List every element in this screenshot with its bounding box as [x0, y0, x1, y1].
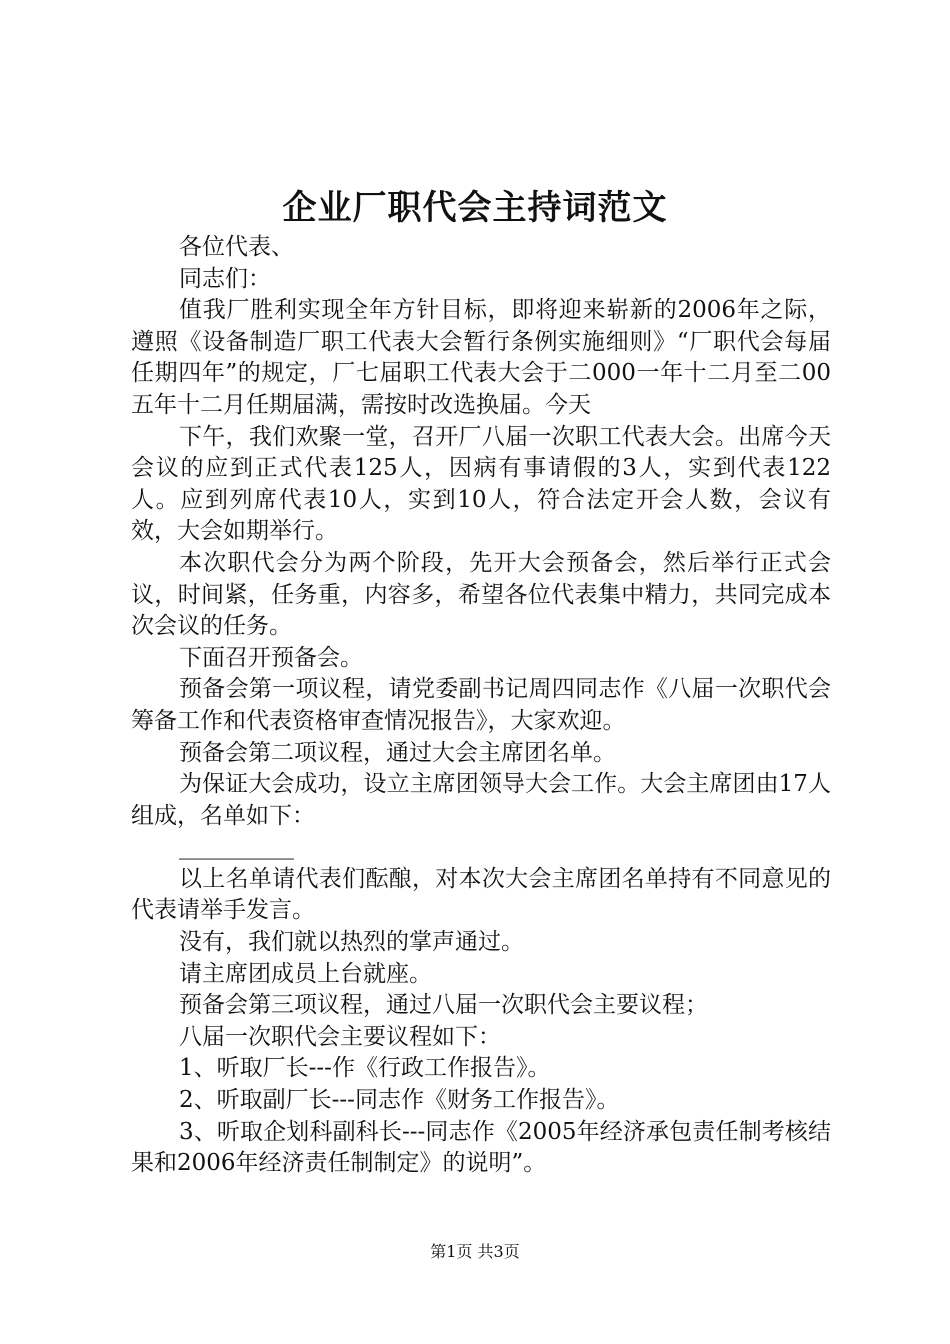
- paragraph: 请主席团成员上台就座。: [179, 960, 432, 987]
- paragraph: 预备会第一项议程，请党委副书记周四同志作《八届一次职代会筹备工作和代表资格审查情况报告》，大家欢迎。: [131, 676, 831, 734]
- document-body: [131, 232, 831, 1180]
- paragraph: 预备会第二项议程，通过大会主席团名单。: [179, 739, 616, 766]
- paragraph: 为保证大会成功，设立主席团领导大会工作。大会主席团由17人组成，名单如下：: [131, 771, 831, 829]
- paragraph: 以上名单请代表们酝酿，对本次大会主席团名单持有不同意见的代表请举手发言。: [131, 865, 831, 924]
- paragraph: 下午，我们欢聚一堂，召开厂八届一次职工代表大会。出席今天会议的应到正式代表125人，因病有事请假的3人，实到代表122人。应到列席代表10人，实到10人，符合法定开会人数，会议有效，大会如期举行。: [131, 423, 831, 545]
- presidium-name-blank: __________: [179, 834, 294, 861]
- paragraph: 八届一次职代会主要议程如下：: [179, 1023, 501, 1050]
- document-title: 企业厂职代会主持词范文: [282, 188, 668, 228]
- paragraph: 下面召开预备会。: [179, 644, 363, 671]
- paragraph: 没有，我们就以热烈的掌声通过。: [179, 929, 524, 956]
- agenda-item: 2、听取副厂长---同志作《财务工作报告》。: [179, 1087, 620, 1114]
- paragraph: 本次职代会分为两个阶段，先开大会预备会，然后举行正式会议，时间紧，任务重，内容多，希望各位代表集中精力，共同完成本次会议的任务。: [131, 549, 831, 640]
- paragraph: 各位代表、: [179, 234, 294, 260]
- paragraph: 值我厂胜利实现全年方针目标，即将迎来崭新的2006年之际，遵照《设备制造厂职工代表大会暂行条例实施细则》“厂职代会每届任期四年”的规定，厂七届职工代表大会于二000一年十二月至二00五年十二月任期届满，需按时改选换届。今天: [131, 297, 831, 418]
- paragraph: 预备会第三项议程，通过八届一次职代会主要议程；: [179, 992, 708, 1019]
- agenda-item: 3、听取企划科副科长---同志作《2005年经济承包责任制考核结果和2006年经济责任制制定》的说明”。: [131, 1118, 831, 1177]
- paragraph: 同志们：: [179, 265, 271, 292]
- page-footer: 第1页 共3页: [430, 1242, 520, 1261]
- agenda-item: 1、听取厂长---作《行政工作报告》。: [179, 1055, 551, 1082]
